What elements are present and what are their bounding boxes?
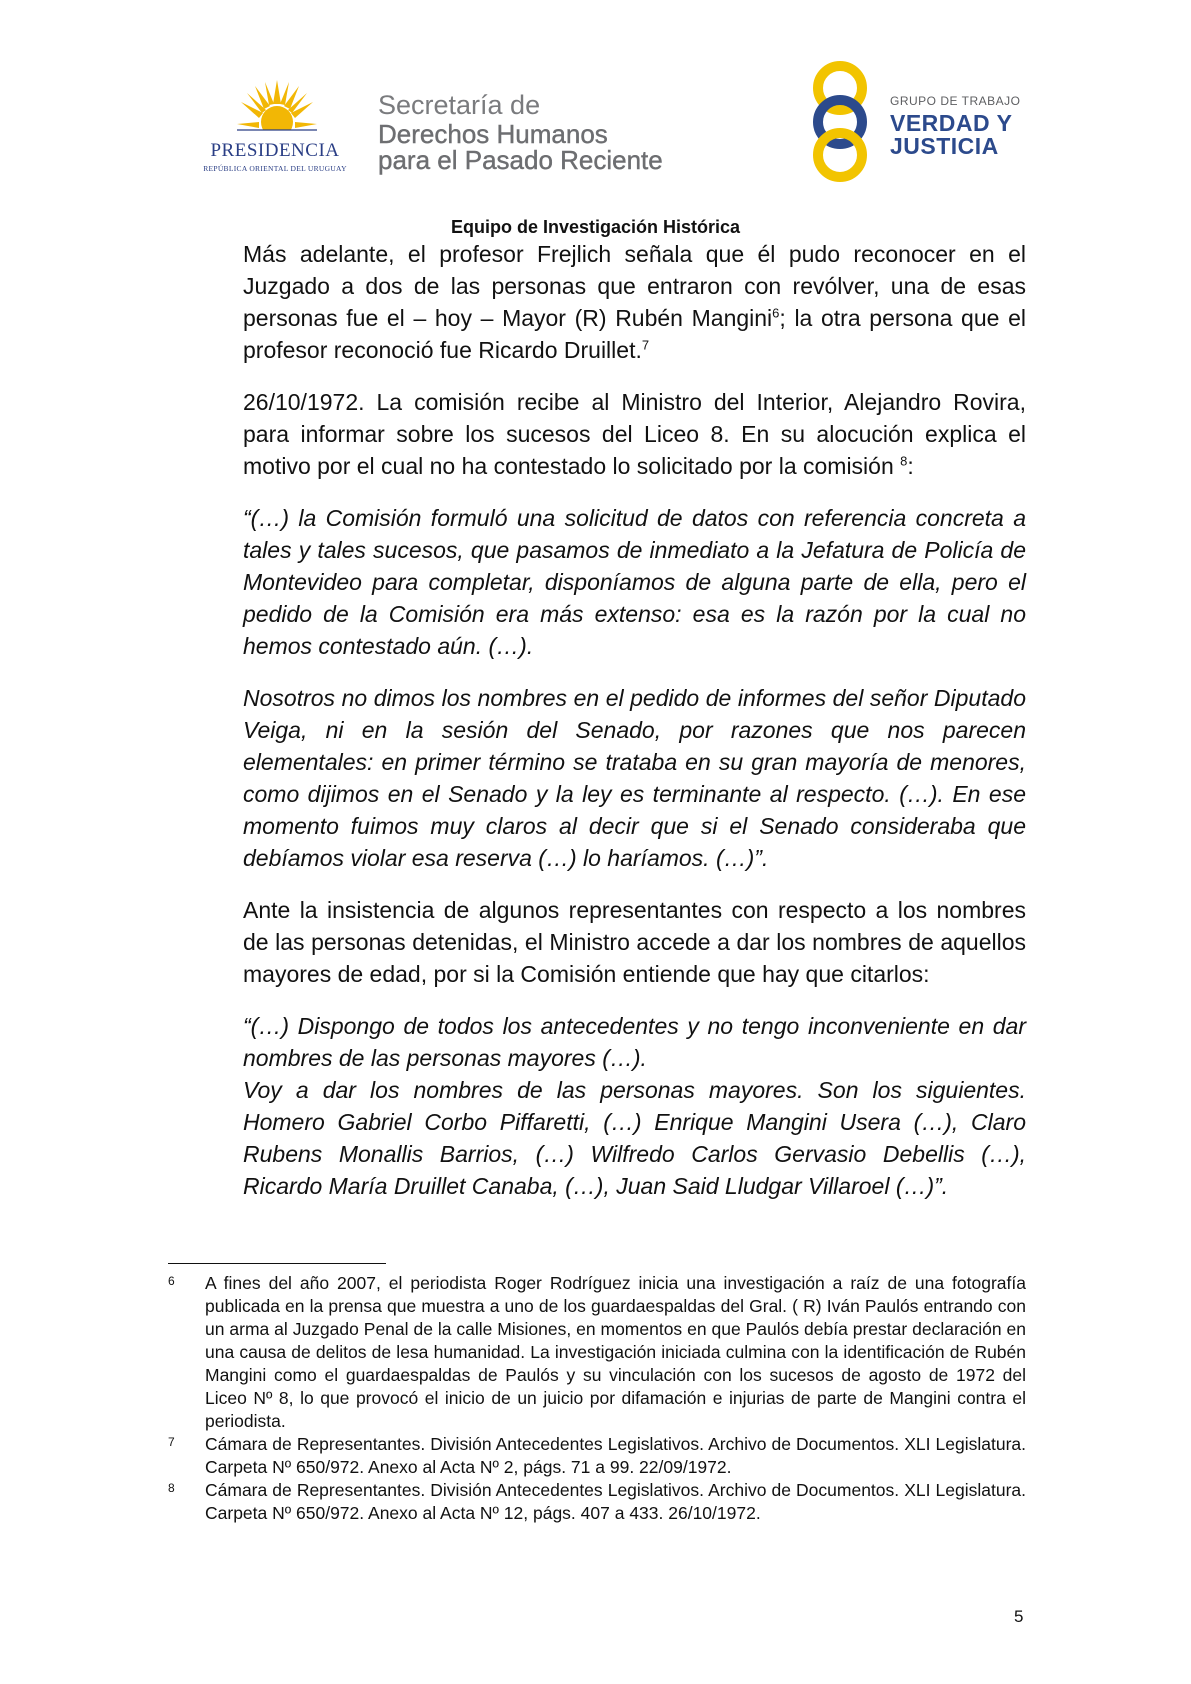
page-number: 5 [1014,1607,1024,1626]
paragraph-3: Ante la insistencia de algunos representantes con respecto a los nombres de las personas detenidas, el Ministro accede a dar los nombres de aquellos mayores de edad, por si la Comisión entiende que hay que citarlos: [243,897,1026,987]
quote-2: Nosotros no dimos los nombres en el pedido de informes del señor Diputado Veiga, ni en la sesión del Senado, por razones que nos parecen elementales: en primer término se trataba en su gran mayoría de menores, como dijimos en el Senado y la ley es terminante al respecto. (…). En ese momento fuimos muy claros al decir que si el Senado consideraba que debíamos violar esa reserva (…) lo haríamos. (…)”. [243,685,1026,871]
footnotes [168,1272,1026,1525]
paragraph-1-text-a: Más adelante, el profesor Frejlich señala que él pudo reconocer en el Juzgado a dos de las personas que entraron con revólver, una de esas personas fue el – hoy – Mayor (R) Rubén Mangini [243,241,1026,331]
footnote-text: Cámara de Representantes. División Antecedentes Legislativos. Archivo de Documentos. XLI Legislatura. Carpeta Nº 650/972. Anexo al Acta Nº 12, págs. 407 a 433. 26/10/1972. [205,1480,1026,1523]
document-body [243,238,1026,1202]
linked-rings-icon [812,60,892,182]
secretaria-line-2: Derechos Humanos [378,119,608,149]
footnote-ref-7[interactable]: 7 [641,337,650,353]
team-heading: Equipo de Investigación Histórica [450,217,741,237]
quote-4: Voy a dar los nombres de las personas mayores. Son los siguientes. Homero Gabriel Corbo Piffaretti, (…) Enrique Mangini Usera (…), Claro Rubens Monallis Barrios, (…) Wilfredo Carlos Gervasio Debellis (…), Ricardo María Druillet Canaba, (…), Juan Said Lludgar Villaroel (…)”. [243,1077,1026,1199]
footnote-number: 8 [168,1481,175,1495]
sun-icon [237,78,317,140]
secretaria-line-3: para el Pasado Reciente [378,145,663,175]
footnote-text: Cámara de Representantes. División Antecedentes Legislativos. Archivo de Documentos. XLI Legislatura. Carpeta Nº 650/972. Anexo al Acta Nº 2, págs. 71 a 99. 22/09/1972. [205,1434,1026,1477]
paragraph-2-text-b: : [907,453,914,479]
gtvj-line-2: VERDAD Y [890,110,1013,136]
footnote-ref-8[interactable]: 8 [900,453,908,469]
footnote-7 [168,1433,1026,1479]
paragraph-1-text-b: ; la otra persona que el profesor reconoció fue Ricardo Druillet. [243,305,1026,363]
footnote-8 [168,1479,1026,1525]
gtvj-line-1: GRUPO DE TRABAJO [890,94,1021,108]
footnote-text: A fines del año 2007, el periodista Roger Rodríguez inicia una investigación a raíz de una fotografía publicada en la prensa que muestra a uno de los guardaespaldas del Gral. ( R) Iván Paulós entrando con un arma al Juzgado Penal de la calle Misiones, en momentos en que Paulós debía prestar declaración en una causa de delitos de lesa humanidad. La investigación iniciada culmina con la identificación de Rubén Mangini como el guardaespaldas de Paulós y su vinculación con los sucesos de agosto de 1972 del Liceo Nº 8, lo que provocó el inicio de un juicio por difamación e injurias de parte de Mangini contra el periodista. [205,1273,1026,1431]
paragraph-1 [243,238,1026,366]
verdad-justicia-logo [812,60,1052,190]
quote-1: “(…) la Comisión formuló una solicitud de datos con referencia concreta a tales y tales sucesos, que pasamos de inmediato a la Jefatura de Policía de Montevideo para completar, disponíamos de alguna parte de ella, pero el pedido de la Comisión era más extenso: esa es la razón por la cual no hemos contestado aún. (…). [243,505,1026,659]
footnote-separator [168,1263,386,1264]
quote-3: “(…) Dispongo de todos los antecedentes y no tengo inconveniente en dar nombres de las personas mayores (…). [243,1013,1026,1071]
footnote-6 [168,1272,1026,1433]
presidencia-name: PRESIDENCIA [210,140,340,161]
footnote-number: 6 [168,1274,175,1288]
paragraph-2 [243,386,1026,482]
footnote-number: 7 [168,1435,175,1449]
secretaria-line-1: Secretaría de [378,90,541,120]
presidencia-logo [195,78,355,178]
footnote-ref-6[interactable]: 6 [772,305,780,321]
secretaria-title [378,92,708,173]
paragraph-2-text-a: 26/10/1972. La comisión recibe al Ministro del Interior, Alejandro Rovira, para informar sobre los sucesos del Liceo 8. En su alocución explica el motivo por el cual no ha contestado lo solicitado por la comisión [243,389,1026,479]
presidencia-subtitle: REPÚBLICA ORIENTAL DEL URUGUAY [203,164,347,173]
gtvj-line-3: JUSTICIA [890,133,999,159]
